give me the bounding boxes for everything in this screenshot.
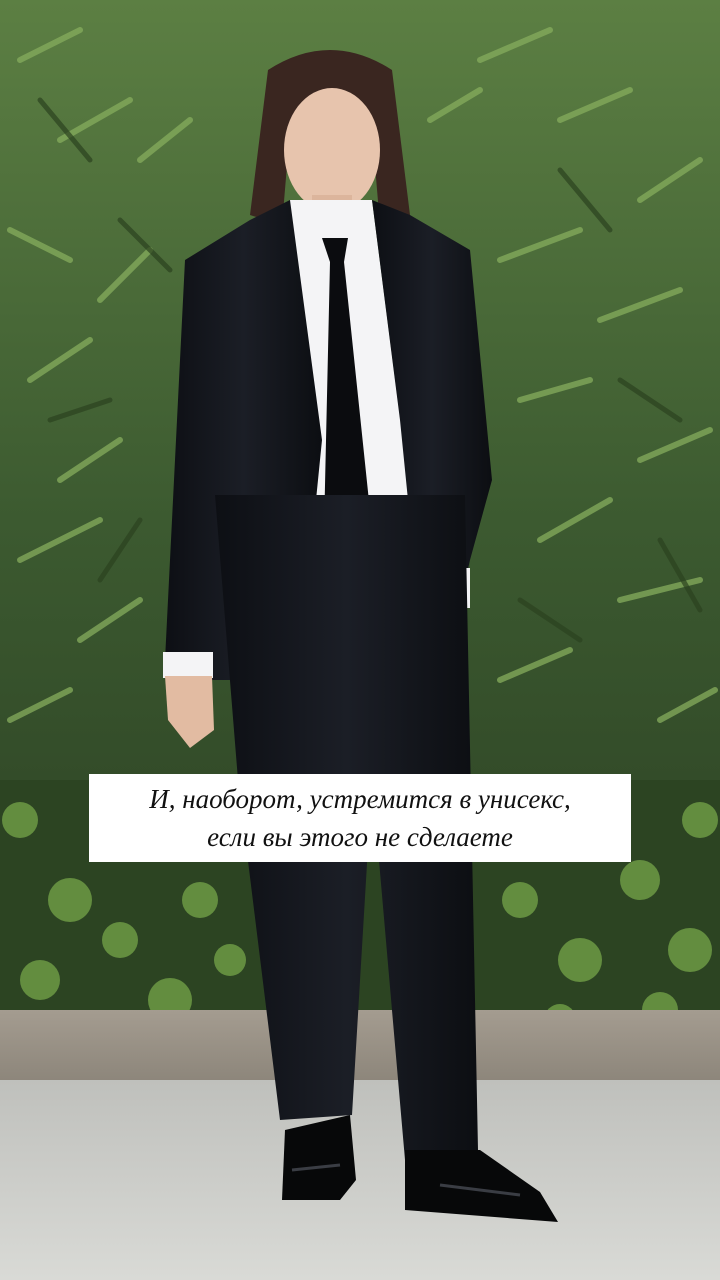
caption-line-1: И, наоборот, устремится в унисекс, bbox=[149, 784, 571, 814]
caption-sticker bbox=[89, 774, 631, 862]
face bbox=[284, 88, 380, 212]
shirt-cuff bbox=[163, 652, 213, 678]
garden-wall bbox=[0, 1010, 720, 1090]
caption-line-2: если вы этого не сделаете bbox=[207, 822, 513, 852]
pavement bbox=[0, 1080, 720, 1280]
